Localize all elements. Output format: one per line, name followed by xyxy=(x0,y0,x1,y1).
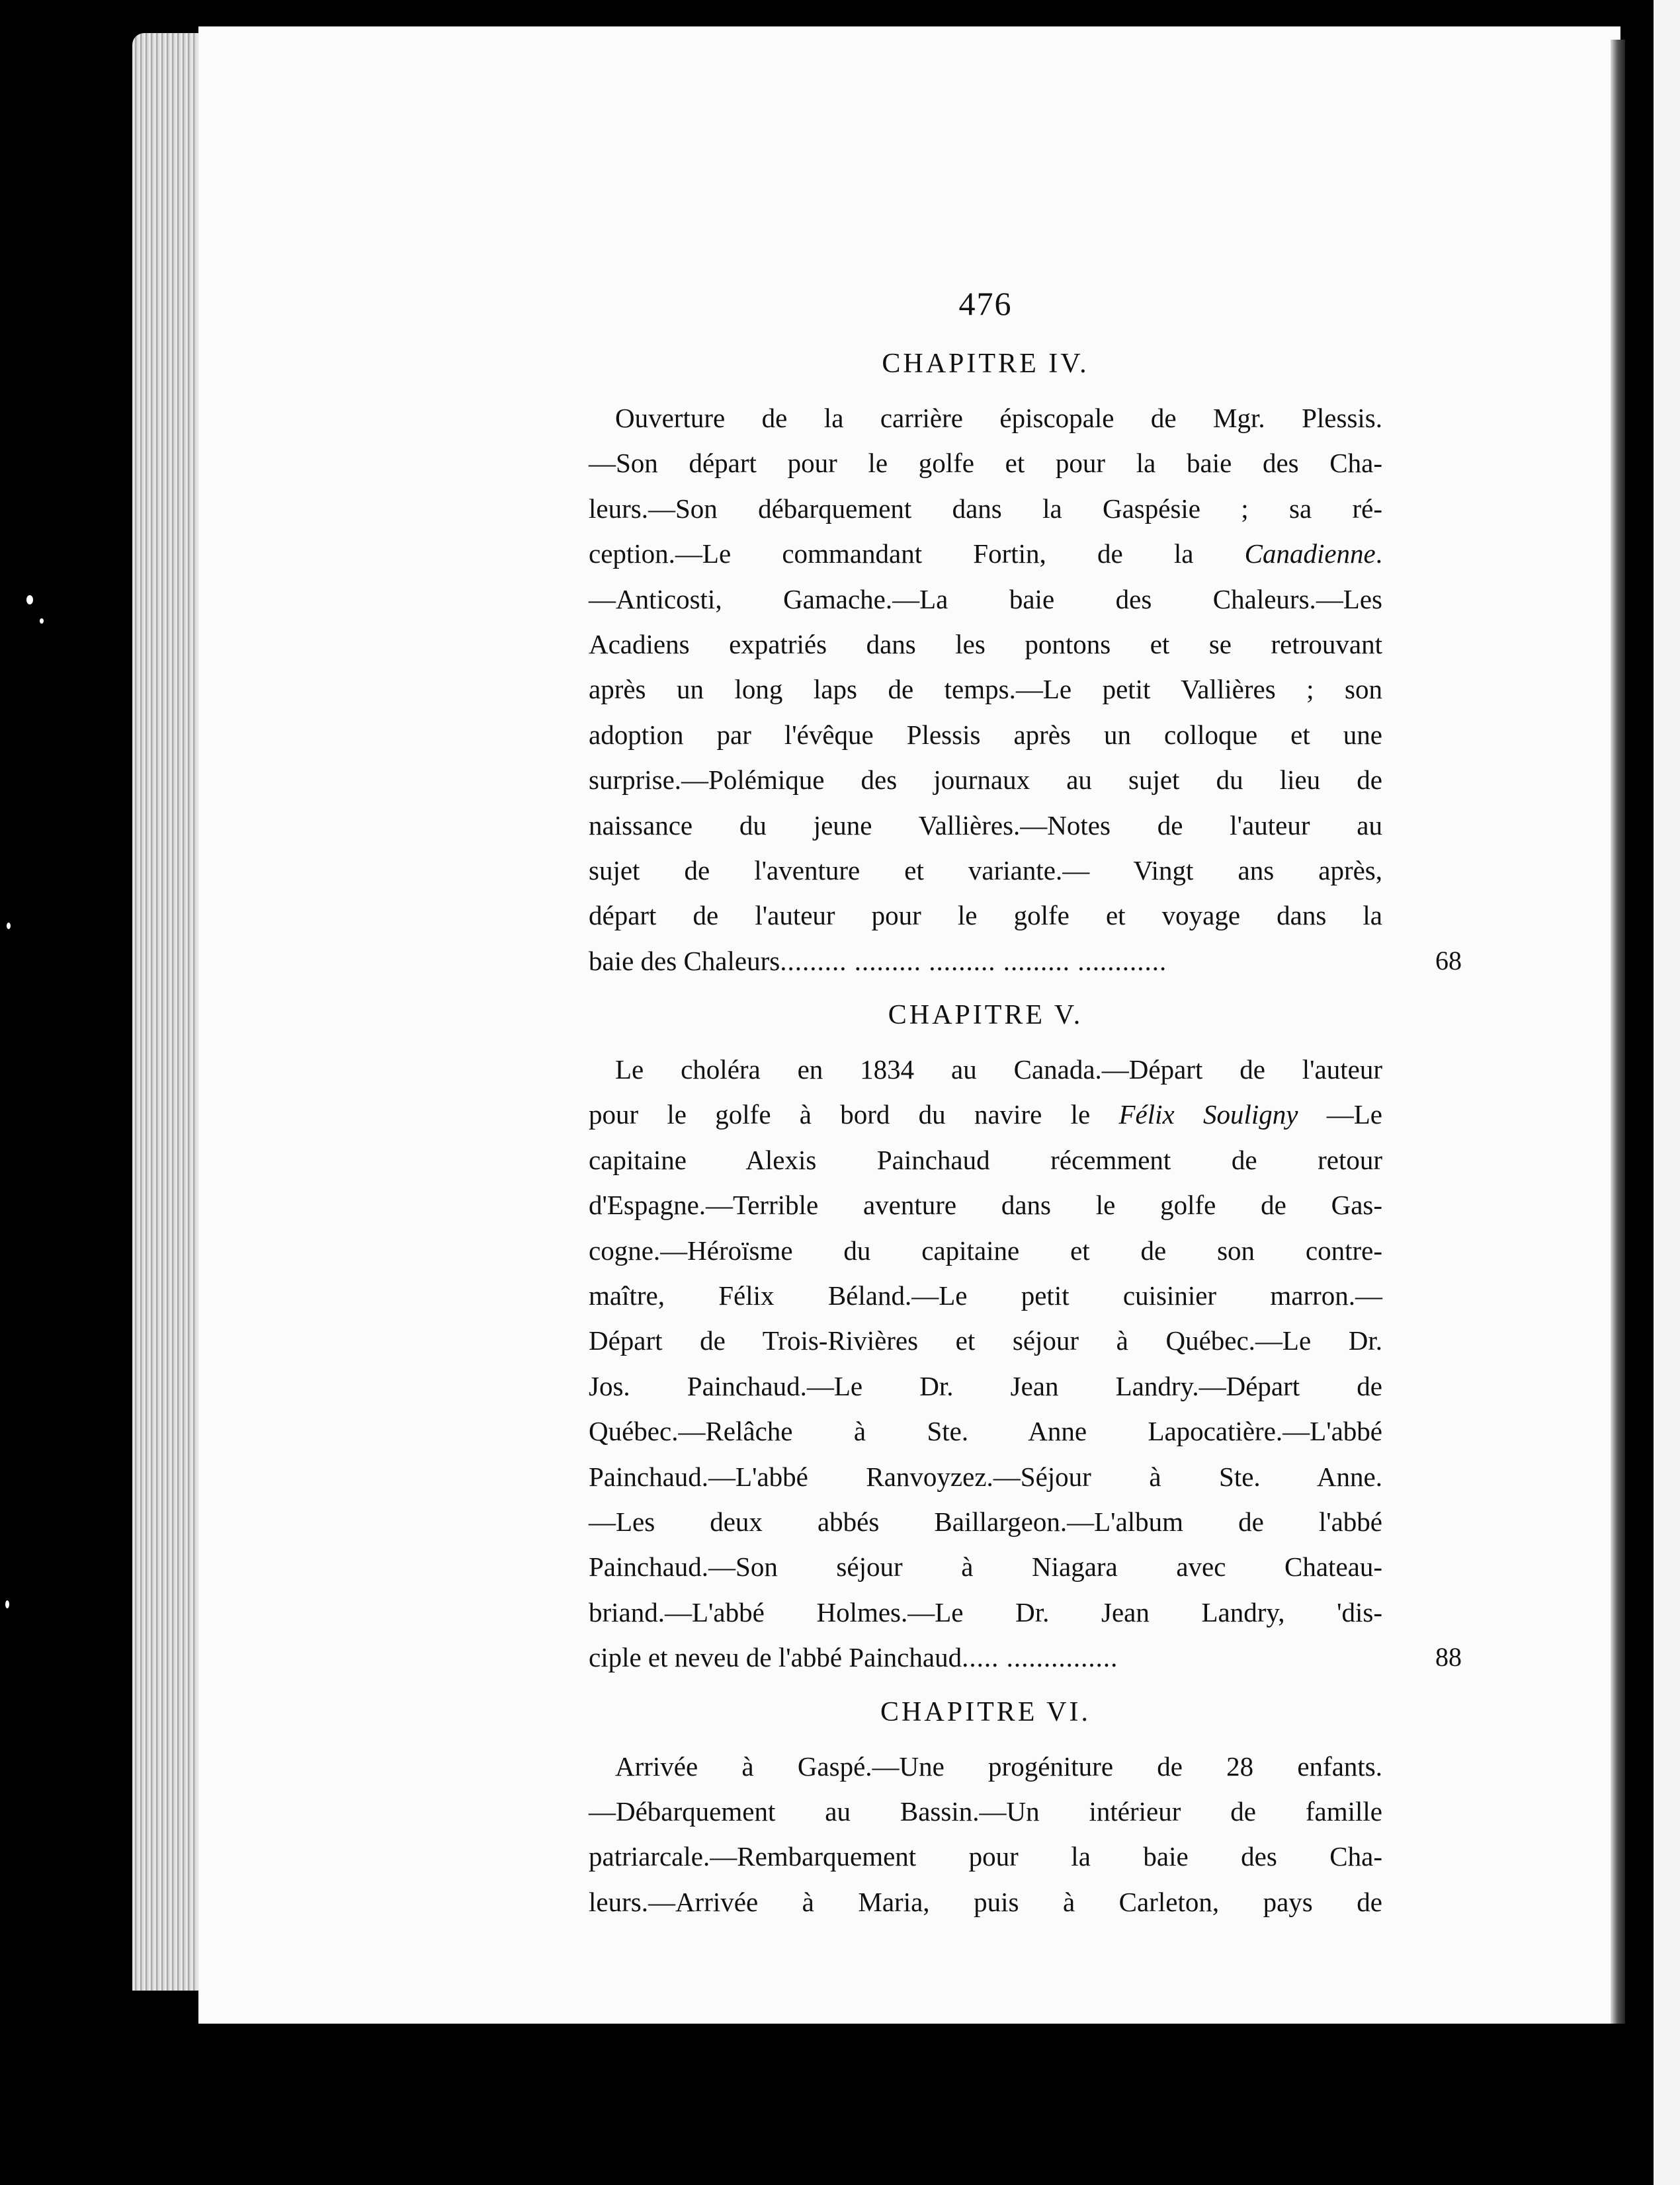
summary-last-line xyxy=(589,1635,1462,1680)
book-gutter xyxy=(1611,40,1625,2024)
summary-line-end: ciple et neveu de l'abbé Painchaud xyxy=(589,1642,962,1673)
facing-page-edge xyxy=(1654,0,1680,2185)
summary-line: Acadiens expatriés dans les pontons et se retrouvant xyxy=(589,628,1382,659)
summary-line: Le choléra en 1834 au Canada.—Départ de l'auteur xyxy=(615,1054,1382,1085)
summary-line: naissance du jeune Vallières.—Notes de l'auteur au xyxy=(589,809,1382,841)
dot-leader: ..... ............... xyxy=(962,1642,1118,1673)
summary-line: ception.—Le commandant Fortin, de la Canadienne. xyxy=(589,538,1382,569)
summary-line: pour le golfe à bord du navire le Félix Souligny —Le xyxy=(589,1099,1383,1130)
summary-line: —Son départ pour le golfe et pour la baie des Cha- xyxy=(589,448,1382,479)
summary-line: —Les deux abbés Baillargeon.—L'album de l'abbé xyxy=(589,1506,1382,1537)
summary-line: sujet de l'aventure et variante.— Vingt ans après, xyxy=(589,854,1382,886)
chapter-heading: CHAPITRE V. xyxy=(888,1000,1083,1031)
summary-line: maître, Félix Béland.—Le petit cuisinier marron.— xyxy=(589,1280,1382,1311)
summary-line: cogne.—Héroïsme du capitaine et de son contre- xyxy=(589,1235,1382,1266)
chapter-v-section xyxy=(589,999,1462,1680)
ship-name: Canadienne xyxy=(1244,538,1376,569)
chapter-heading: CHAPITRE VI. xyxy=(880,1696,1091,1727)
ship-name: Félix Souligny xyxy=(1118,1099,1298,1130)
chapter-iv-section xyxy=(589,348,1462,983)
table-of-contents xyxy=(589,284,1462,1940)
chapter-vi-section xyxy=(589,1696,1382,1925)
summary-line: Ouverture de la carrière épiscopale de Mgr. Plessis. xyxy=(615,403,1382,433)
summary-line: d'Espagne.—Terrible aventure dans le golfe de Gas- xyxy=(589,1190,1382,1221)
scan-speck xyxy=(7,923,11,929)
summary-line: Québec.—Relâche à Ste. Anne Lapocatière.—L'abbé xyxy=(589,1416,1382,1447)
summary-line: surprise.—Polémique des journaux au sujet du lieu de xyxy=(589,764,1382,796)
summary-line: Arrivée à Gaspé.—Une progéniture de 28 enfants. xyxy=(615,1751,1382,1782)
scan-speck xyxy=(40,618,44,624)
summary-line: leurs.—Son débarquement dans la Gaspésie ; sa ré- xyxy=(589,493,1382,524)
summary-line: capitaine Alexis Painchaud récemment de retour xyxy=(589,1144,1382,1175)
chapter-heading: CHAPITRE IV. xyxy=(882,349,1089,379)
summary-line: Painchaud.—Son séjour à Niagara avec Chateau- xyxy=(589,1551,1382,1583)
summary-line: Départ de Trois-Rivières et séjour à Québec.—Le Dr. xyxy=(589,1325,1382,1356)
scan-speck xyxy=(26,595,33,604)
summary-line-end: baie des Chaleurs xyxy=(589,945,780,976)
dot-leader: ......... ......... ......... ......... ............ xyxy=(780,945,1167,976)
summary-line: Painchaud.—L'abbé Ranvoyzez.—Séjour à Ste. Anne. xyxy=(589,1461,1382,1492)
summary-last-line xyxy=(589,938,1462,983)
summary-line: —Débarquement au Bassin.—Un intérieur de famille xyxy=(589,1795,1382,1827)
summary-line: —Anticosti, Gamache.—La baie des Chaleurs.—Les xyxy=(589,583,1382,614)
page-reference: 88 xyxy=(1435,1642,1462,1672)
summary-line: après un long laps de temps.—Le petit Vallières ; son xyxy=(589,674,1382,705)
summary-line: briand.—L'abbé Holmes.—Le Dr. Jean Landry, 'dis- xyxy=(589,1596,1382,1628)
summary-line: adoption par l'évêque Plessis après un colloque et une xyxy=(589,719,1382,750)
summary-line: départ de l'auteur pour le golfe et voyage dans la xyxy=(589,900,1382,931)
summary-line: patriarcale.—Rembarquement pour la baie des Cha- xyxy=(589,1841,1382,1872)
summary-line: leurs.—Arrivée à Maria, puis à Carleton, pays de xyxy=(589,1886,1382,1917)
page-number: 476 xyxy=(958,285,1013,322)
scan-speck xyxy=(5,1600,9,1608)
summary-line: Jos. Painchaud.—Le Dr. Jean Landry.—Départ de xyxy=(589,1370,1382,1401)
page-reference: 68 xyxy=(1435,945,1462,975)
